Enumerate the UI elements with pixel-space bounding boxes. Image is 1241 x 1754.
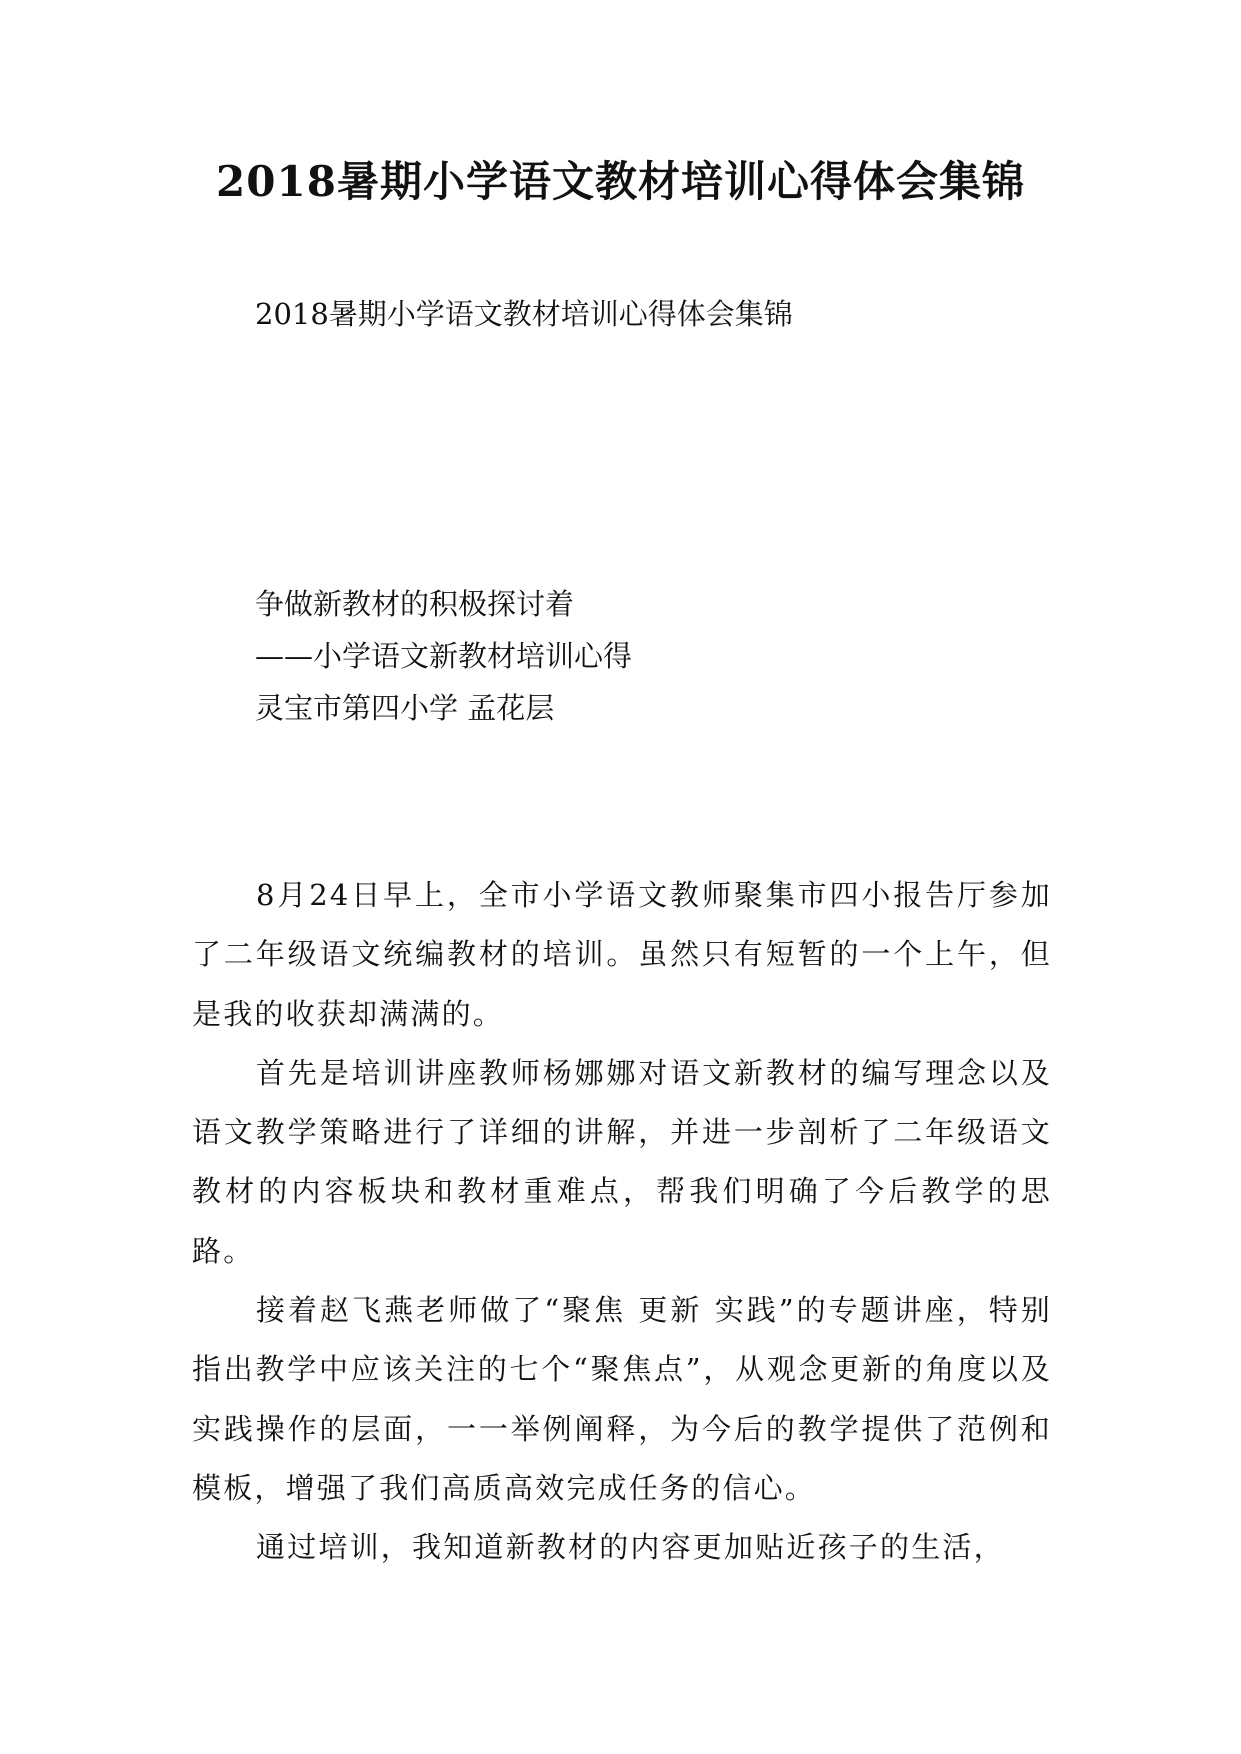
article-heading-subtitle: ——小学语文新教材培训心得 (255, 639, 633, 673)
article-heading (255, 578, 1155, 734)
article-author: 灵宝市第四小学 孟花层 (255, 691, 555, 725)
body-paragraph: 通过培训，我知道新教材的内容更加贴近孩子的生活， (256, 1530, 1005, 1565)
document-title: 2018暑期小学语文教材培训心得体会集锦 (216, 157, 1025, 206)
article-body (192, 866, 1052, 1578)
document-subtitle: 2018暑期小学语文教材培训心得体会集锦 (255, 297, 793, 331)
body-paragraph: 首先是培训讲座教师杨娜娜对语文新教材的编写理念以及语文教学策略进行了详细的讲解，并进一步剖析了二年级语文教材的内容板块和教材重难点，帮我们明确了今后教学的思路。 (192, 1055, 1052, 1268)
body-paragraph: 接着赵飞燕老师做了“聚焦 更新 实践”的专题讲座，特别指出教学中应该关注的七个“聚焦点”，从观念更新的角度以及实践操作的层面，一一举例阐释，为今后的教学提供了范例和模板，增强了我们高质高效完成任务的信心。 (192, 1293, 1052, 1505)
article-heading-title: 争做新教材的积极探讨着 (255, 587, 575, 621)
body-paragraph: 8月24日早上，全市小学语文教师聚集市四小报告厅参加了二年级语文统编教材的培训。虽然只有短暂的一个上午，但是我的收获却满满的。 (192, 878, 1052, 1031)
